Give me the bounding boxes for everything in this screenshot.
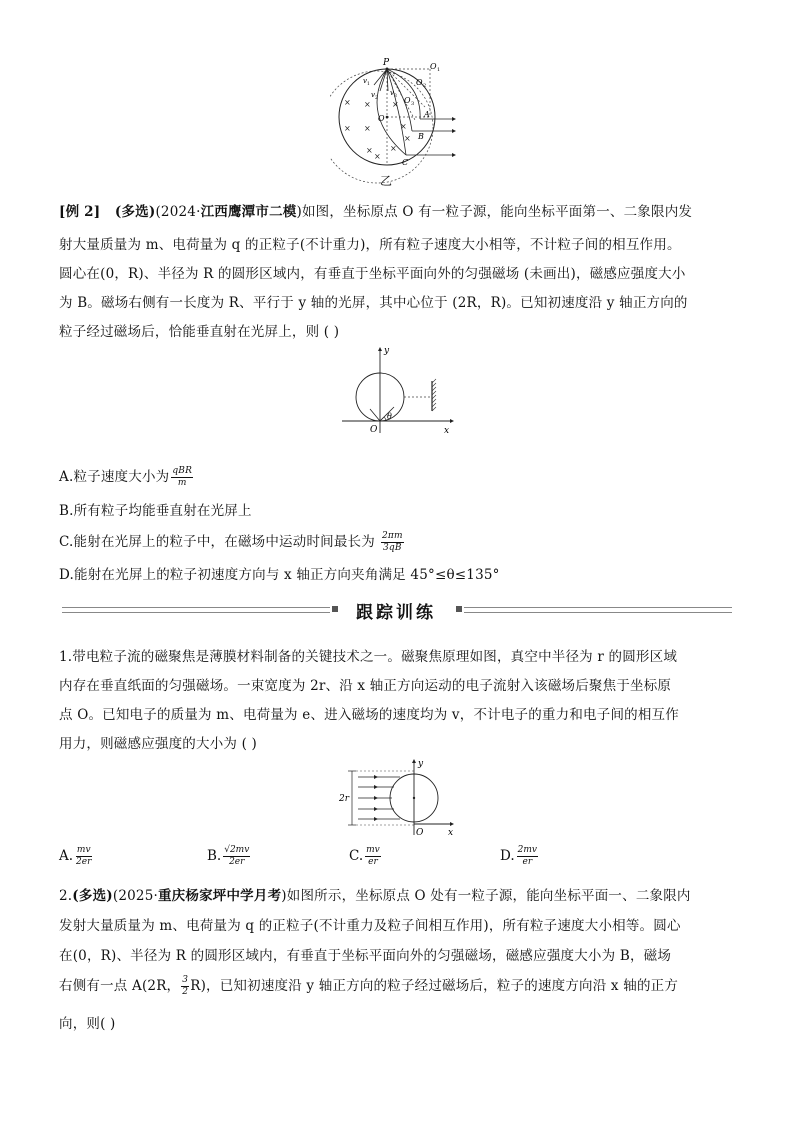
q2-source-suffix: ) [281, 888, 287, 904]
example2-option-c[interactable] [59, 530, 406, 553]
option-d-label: D. [500, 848, 515, 864]
figure-caption: 乙 [380, 174, 393, 188]
svg-text:×: × [392, 100, 399, 109]
q2-fraction-numerator: 3 [182, 975, 189, 985]
label-O2-sub: 2 [423, 83, 427, 89]
multi-choice-tag: (多选) [114, 204, 156, 220]
q1-option-d[interactable] [500, 846, 540, 867]
section-divider-right [464, 607, 732, 613]
example2-option-d[interactable]: D.能射在光屏上的粒子初速度方向与 x 轴正方向夹角满足 45°≤θ≤135° [59, 567, 500, 583]
source-prefix: (2024· [155, 204, 201, 220]
option-c-fraction [365, 846, 381, 867]
label-O: O [378, 114, 385, 123]
svg-text:×: × [374, 152, 381, 161]
q2-line-5: 向，则( ) [59, 1016, 116, 1032]
svg-text:×: × [366, 146, 373, 155]
example2-option-a[interactable] [59, 465, 195, 488]
width-label: 2r [339, 794, 350, 804]
q1-option-a[interactable] [59, 846, 94, 867]
q2-line-4-pre: 右侧有一点 A(2R， [59, 978, 181, 994]
q2-multi-tag: (多选) [72, 888, 113, 904]
option-d-fraction [517, 846, 538, 867]
q2-line-4 [59, 974, 678, 997]
label-v1: v [363, 77, 367, 85]
option-c-numerator: 2πm [381, 531, 403, 541]
option-a-text: A.粒子速度大小为 [59, 469, 170, 485]
example2-line-3: 圆心在(0，R)、半径为 R 的圆形区域内，有垂直于坐标平面向外的匀强磁场 (未画出)，磁感应强度大小 [59, 266, 686, 282]
option-a-denominator: m [177, 478, 187, 488]
example2-line-5: 粒子经过磁场后，恰能垂直射在光屏上，则 ( ) [59, 324, 340, 340]
q1-line-3: 点 O。已知电子的质量为 m、电荷量为 e、进入磁场的速度均为 v，不计电子的重力和电子间的相互作 [59, 707, 679, 723]
label-O2: O [416, 78, 423, 87]
figure-q1-electron-beam [334, 757, 464, 839]
q2-source-name: 重庆杨家坪中学月考 [157, 888, 282, 904]
option-c-label: C. [349, 848, 364, 864]
q1-option-b[interactable] [207, 846, 252, 867]
option-c-denominator: er [368, 857, 378, 867]
svg-text:×: × [364, 100, 371, 109]
axis-y-label: y [384, 346, 390, 356]
option-b-denominator: 2er [229, 857, 245, 867]
label-v2: v [371, 91, 375, 99]
q1-line-4: 用力，则磁感应强度的大小为 ( ) [59, 736, 258, 752]
figure-example2-coordinate [338, 345, 458, 437]
q2-fraction-denominator: 2 [182, 987, 189, 997]
option-a-label: A. [59, 848, 74, 864]
option-a-denominator: 2er [76, 857, 92, 867]
svg-text:×: × [344, 124, 351, 133]
svg-text:×: × [390, 144, 397, 153]
label-v1-sub: 1 [367, 82, 370, 87]
option-a-numerator: qBR [172, 466, 193, 476]
label-C: C [402, 158, 409, 167]
q2-line-1-text: 如图所示，坐标原点 O 处有一粒子源，能向坐标平面一、二象限内 [286, 888, 691, 904]
label-O3: O [404, 96, 411, 105]
q2-line-4-post: R)，已知初速度沿 y 轴正方向的粒子经过磁场后，粒子的速度方向沿 x 轴的正方 [190, 978, 679, 994]
q2-line-1 [59, 884, 691, 904]
section-divider-right-dot [456, 606, 462, 612]
q2-line-3: 在(0，R)、半径为 R 的圆形区域内，有垂直于坐标平面向外的匀强磁场，磁感应强度大小为 B，磁场 [59, 948, 672, 964]
theta-label: θ [387, 412, 392, 421]
label-P: P [383, 58, 390, 68]
axis-x-label: x [444, 426, 450, 436]
section-divider-left-dot [332, 606, 338, 612]
svg-text:×: × [404, 134, 411, 143]
figure-magnetic-focusing-top [330, 55, 465, 185]
option-d-numerator: 2mv [517, 845, 537, 855]
label-v2-sub: 2 [375, 96, 378, 101]
origin-label: O [416, 828, 424, 838]
section-divider-left [62, 607, 330, 613]
option-c-denominator: 3qB [382, 543, 402, 553]
origin-label: O [370, 425, 378, 435]
section-title: 跟踪训练 [356, 603, 436, 623]
q1-option-c[interactable] [349, 846, 383, 867]
example2-line-2: 射大量质量为 m、电荷量为 q 的正粒子(不计重力)，所有粒子速度大小相等，不计粒子间的相互作用。 [59, 237, 681, 253]
label-v3-sub: 3 [394, 94, 397, 99]
q2-fraction [181, 976, 189, 997]
option-a-fraction [75, 846, 92, 867]
source-suffix: ) [296, 204, 302, 220]
svg-text:×: × [364, 124, 371, 133]
q2-line-2: 发射大量质量为 m、电荷量为 q 的正粒子(不计重力及粒子间相互作用)，所有粒子速度大小相等。圆心 [59, 918, 681, 934]
option-c-text: C.能射在光屏上的粒子中，在磁场中运动时间最长为 [59, 534, 375, 550]
option-c-numerator: mv [366, 845, 380, 855]
example2-line-1 [59, 200, 692, 220]
option-a-fraction [171, 467, 193, 488]
option-b-numerator: √2mv [224, 845, 250, 855]
example2-option-b[interactable]: B.所有粒子均能垂直射在光屏上 [59, 503, 252, 519]
axis-x-label: x [448, 828, 454, 838]
label-O1-sub: 1 [437, 67, 441, 73]
option-c-fraction [381, 532, 404, 553]
example-tag: [例 2] [59, 204, 101, 220]
q2-source-prefix: (2025· [112, 888, 158, 904]
q2-number: 2. [59, 888, 73, 904]
option-b-fraction [223, 846, 250, 867]
option-a-numerator: mv [76, 845, 91, 855]
q1-line-2: 内存在垂直纸面的匀强磁场。一束宽度为 2r、沿 x 轴正方向运动的电子流射入该磁场后聚焦于坐标原 [59, 678, 672, 694]
option-b-label: B. [207, 848, 222, 864]
svg-text:×: × [344, 98, 351, 107]
source-name: 江西鹰潭市二模 [200, 204, 297, 220]
example2-line-1-text: 如图，坐标原点 O 有一粒子源，能向坐标平面第一、二象限内发 [301, 204, 693, 220]
label-O1: O [430, 62, 437, 71]
label-v3: v [390, 89, 394, 97]
label-A: A [424, 110, 430, 119]
option-d-denominator: er [522, 857, 533, 867]
label-B: B [418, 132, 424, 141]
svg-text:×: × [400, 122, 407, 131]
q1-line-1: 1.带电粒子流的磁聚焦是薄膜材料制备的关键技术之一。磁聚焦原理如图，真空中半径为 r 的圆形区域 [59, 649, 678, 665]
example2-line-4: 为 B。磁场右侧有一长度为 R、平行于 y 轴的光屏，其中心位于 (2R，R)。已知初速度沿 y 轴正方向的 [59, 295, 688, 311]
label-O3-sub: 3 [411, 101, 415, 107]
axis-y-label: y [418, 759, 424, 769]
